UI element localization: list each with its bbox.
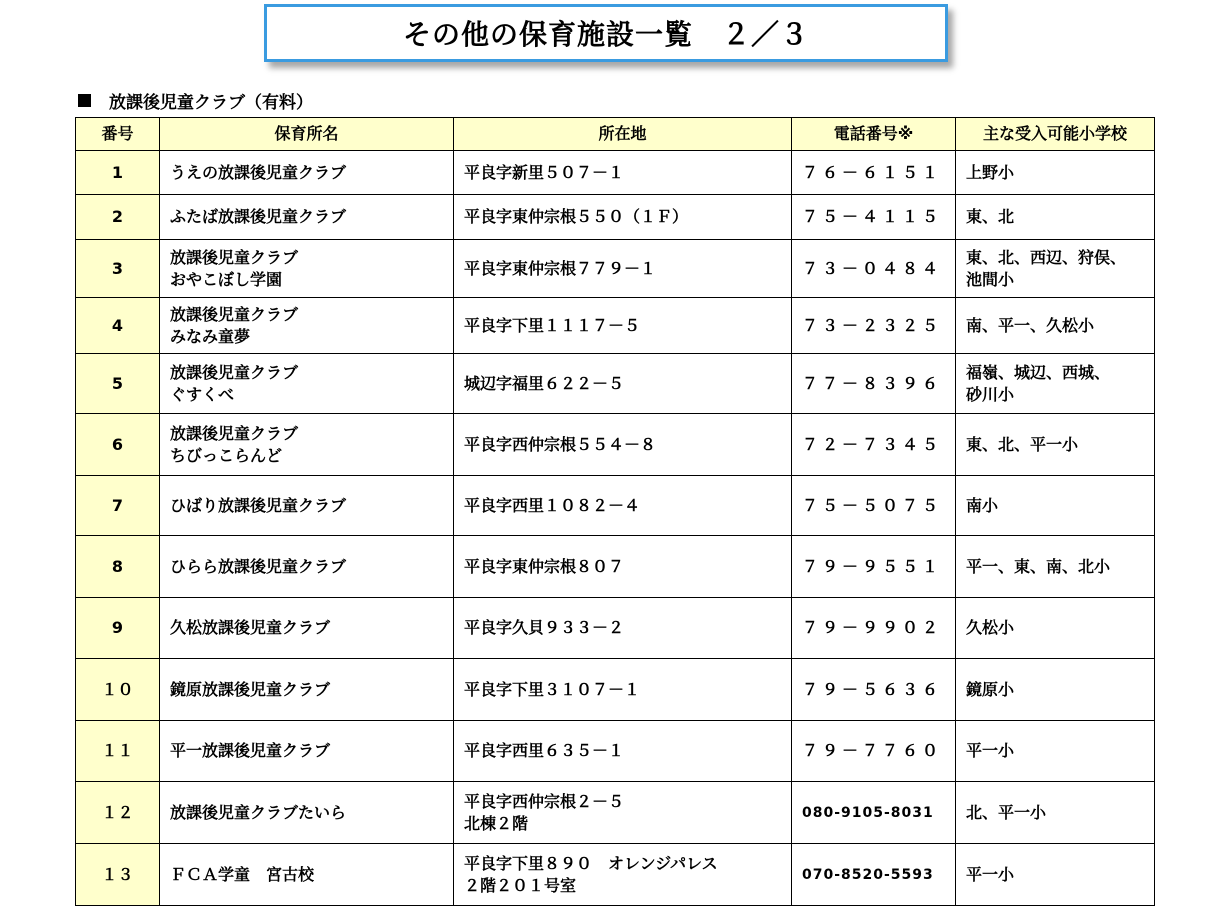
- cell-address-line: 平良字下里３１０７－１: [464, 679, 641, 699]
- cell-school-line: 平一小: [966, 741, 1015, 760]
- cell-name: [160, 476, 454, 536]
- cell-number: １０: [76, 659, 160, 721]
- cell-phone: ７６－６１５１: [792, 151, 956, 195]
- cell-school: [956, 240, 1155, 298]
- cell-school-line: 上野小: [966, 162, 1015, 182]
- cell-address-line: 平良字東仲宗根８０７: [464, 556, 625, 576]
- cell-school-line: 東、北: [966, 207, 1015, 226]
- cell-school: [956, 414, 1155, 476]
- cell-school: [956, 476, 1155, 536]
- cell-number: 1: [76, 151, 160, 195]
- cell-address: [454, 536, 792, 598]
- cell-number: 7: [76, 476, 160, 536]
- cell-number: １３: [76, 844, 160, 906]
- cell-number: 2: [76, 195, 160, 240]
- cell-name-line: ひばり放課後児童クラブ: [170, 495, 347, 515]
- cell-name-line: みなみ童夢: [170, 326, 251, 346]
- table-header-row: [76, 118, 1155, 151]
- cell-address: [454, 151, 792, 195]
- cell-phone: ７９－５６３６: [792, 659, 956, 721]
- cell-school: [956, 659, 1155, 721]
- cell-name-line: ふたば放課後児童クラブ: [170, 207, 347, 226]
- cell-address: [454, 354, 792, 414]
- page-title-box: [264, 4, 948, 62]
- header-phone: 電話番号※: [792, 118, 956, 151]
- cell-address-line: 平良字西仲宗根２－５: [464, 791, 625, 811]
- cell-address: [454, 298, 792, 354]
- table-row: [76, 782, 1155, 844]
- cell-school-line: 砂川小: [966, 384, 1015, 404]
- cell-number: 4: [76, 298, 160, 354]
- cell-name-line: 平一放課後児童クラブ: [170, 741, 331, 760]
- cell-address: [454, 844, 792, 906]
- cell-number: 8: [76, 536, 160, 598]
- table-row: [76, 298, 1155, 354]
- cell-phone: ７５－４１１５: [792, 195, 956, 240]
- cell-name: [160, 782, 454, 844]
- cell-address: [454, 195, 792, 240]
- cell-phone: ７７－８３９６: [792, 354, 956, 414]
- cell-name: [160, 151, 454, 195]
- cell-school-line: 平一、東、南、北小: [966, 556, 1111, 576]
- cell-name-line: うえの放課後児童クラブ: [170, 162, 347, 182]
- cell-address: [454, 659, 792, 721]
- cell-school: [956, 354, 1155, 414]
- cell-school: [956, 536, 1155, 598]
- table-row: [76, 240, 1155, 298]
- table-row: [76, 659, 1155, 721]
- cell-address: [454, 240, 792, 298]
- cell-phone: ７３－０４８４: [792, 240, 956, 298]
- cell-phone: 070-8520-5593: [792, 844, 956, 906]
- table-row: [76, 476, 1155, 536]
- cell-name: [160, 414, 454, 476]
- cell-school-line: 鏡原小: [966, 679, 1015, 699]
- section-heading: [78, 88, 313, 113]
- table-row: [76, 414, 1155, 476]
- cell-name: [160, 195, 454, 240]
- cell-school-line: 福嶺、城辺、西城、: [966, 362, 1111, 382]
- cell-school: [956, 298, 1155, 354]
- cell-school: [956, 151, 1155, 195]
- header-address: 所在地: [454, 118, 792, 151]
- cell-phone: ７９－９５５１: [792, 536, 956, 598]
- cell-name: [160, 598, 454, 659]
- cell-address-line: 平良字東仲宗根５５０（１Ｆ）: [464, 207, 689, 226]
- cell-number: １２: [76, 782, 160, 844]
- cell-address-line: 平良字新里５０７－１: [464, 162, 625, 182]
- table-row: [76, 151, 1155, 195]
- cell-name-line: おやこぼし学園: [170, 269, 283, 289]
- cell-number: 5: [76, 354, 160, 414]
- cell-school: [956, 195, 1155, 240]
- header-school: 主な受入可能小学校: [956, 118, 1155, 151]
- cell-name: [160, 536, 454, 598]
- cell-phone: ７３－２３２５: [792, 298, 956, 354]
- table-row: [76, 536, 1155, 598]
- cell-school-line: 南小: [966, 495, 999, 515]
- cell-school: [956, 598, 1155, 659]
- table-row: [76, 598, 1155, 659]
- cell-school-line: 東、北、西辺、狩俣、: [966, 247, 1127, 267]
- cell-address-line: 城辺字福里６２２－５: [464, 373, 625, 393]
- cell-address-line: 平良字東仲宗根７７９－１: [464, 258, 657, 278]
- cell-name-line: 放課後児童クラブ: [170, 423, 299, 443]
- cell-phone: ７９－７７６０: [792, 721, 956, 782]
- table-row: [76, 354, 1155, 414]
- page-title: その他の保育施設一覧 ２／３: [402, 18, 809, 51]
- cell-name-line: ぐすくべ: [170, 384, 235, 404]
- square-bullet-icon: [78, 94, 91, 107]
- cell-address-line: 平良字下里８９０ オレンジパレス: [464, 853, 718, 873]
- cell-school-line: 北、平一小: [966, 802, 1047, 822]
- cell-address: [454, 414, 792, 476]
- cell-number: １１: [76, 721, 160, 782]
- cell-address: [454, 782, 792, 844]
- cell-school: [956, 782, 1155, 844]
- cell-address-line: ２階２０１号室: [464, 875, 577, 895]
- cell-name: [160, 721, 454, 782]
- cell-name-line: ちびっこらんど: [170, 445, 283, 465]
- cell-name: [160, 659, 454, 721]
- cell-number: 3: [76, 240, 160, 298]
- cell-address: [454, 721, 792, 782]
- cell-number: 6: [76, 414, 160, 476]
- cell-phone: ７５－５０７５: [792, 476, 956, 536]
- cell-address-line: 平良字久貝９３３－２: [464, 618, 625, 637]
- cell-phone: 080-9105-8031: [792, 782, 956, 844]
- cell-number: 9: [76, 598, 160, 659]
- cell-school-line: 久松小: [966, 618, 1015, 637]
- cell-name: [160, 240, 454, 298]
- header-number: 番号: [76, 118, 160, 151]
- cell-name-line: ＦＣＡ学童 宮古校: [170, 864, 315, 884]
- cell-name-line: 放課後児童クラブ: [170, 362, 299, 382]
- table-row: [76, 195, 1155, 240]
- cell-name: [160, 298, 454, 354]
- cell-address-line: 平良字下里１１１７－５: [464, 315, 641, 335]
- cell-name-line: 鏡原放課後児童クラブ: [170, 679, 331, 699]
- club-table: [75, 117, 1155, 906]
- cell-address: [454, 598, 792, 659]
- cell-name-line: 放課後児童クラブたいら: [170, 802, 347, 822]
- cell-name: [160, 844, 454, 906]
- cell-school-line: 池間小: [966, 269, 1015, 289]
- cell-address-line: 平良字西仲宗根５５４－８: [464, 434, 657, 454]
- cell-school-line: 平一小: [966, 864, 1015, 884]
- cell-address-line: 平良字西里１０８２－４: [464, 495, 641, 515]
- cell-name: [160, 354, 454, 414]
- cell-name-line: 久松放課後児童クラブ: [170, 618, 331, 637]
- header-name: 保育所名: [160, 118, 454, 151]
- cell-address: [454, 476, 792, 536]
- cell-address-line: 平良字西里６３５－１: [464, 741, 625, 760]
- cell-school-line: 南、平一、久松小: [966, 315, 1095, 335]
- cell-phone: ７２－７３４５: [792, 414, 956, 476]
- table-row: [76, 721, 1155, 782]
- cell-name-line: 放課後児童クラブ: [170, 247, 299, 267]
- cell-address-line: 北棟２階: [464, 813, 529, 833]
- cell-phone: ７９－９９０２: [792, 598, 956, 659]
- section-heading-text: 放課後児童クラブ（有料）: [109, 93, 313, 113]
- cell-school: [956, 721, 1155, 782]
- table-row: [76, 844, 1155, 906]
- cell-school: [956, 844, 1155, 906]
- cell-school-line: 東、北、平一小: [966, 434, 1079, 454]
- cell-name-line: 放課後児童クラブ: [170, 304, 299, 324]
- cell-name-line: ひらら放課後児童クラブ: [170, 556, 347, 576]
